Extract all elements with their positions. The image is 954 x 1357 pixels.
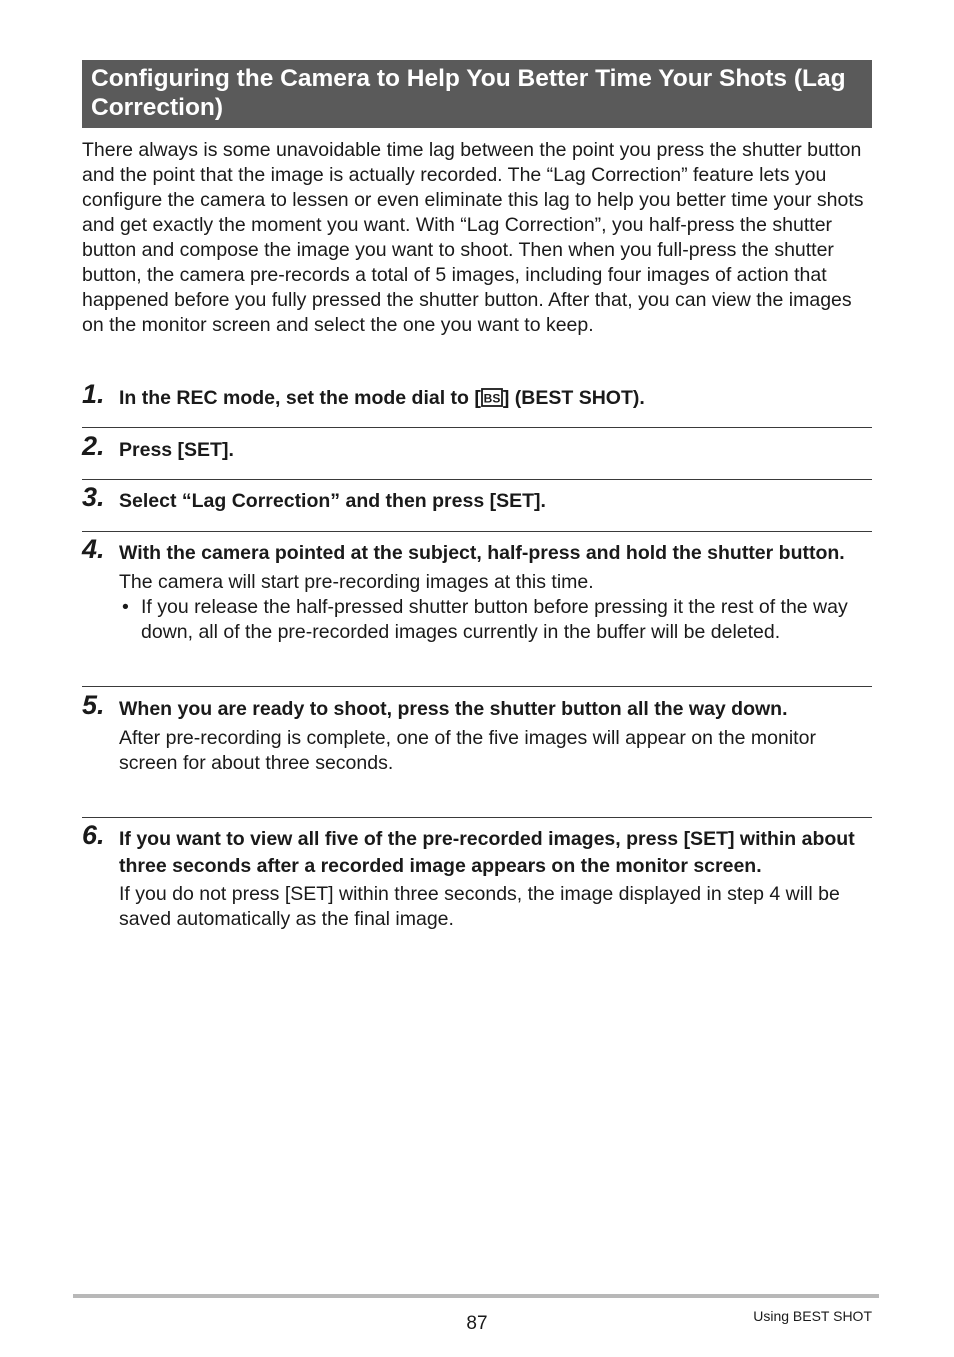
page-number: 87	[466, 1313, 488, 1334]
step-number: 6.	[82, 820, 105, 850]
step-heading: Press [SET].	[119, 439, 234, 461]
best-shot-icon-text: BS	[483, 391, 501, 406]
step-number: 5.	[82, 690, 105, 720]
section-title-bar	[82, 60, 872, 128]
step-divider	[82, 427, 872, 428]
step-1	[82, 379, 872, 412]
step-heading-text: In the REC mode, set the mode dial to [	[119, 387, 481, 409]
step-heading-text: ] (BEST SHOT).	[502, 387, 645, 409]
step-divider	[82, 686, 872, 687]
step-3	[82, 482, 872, 515]
step-number: 2.	[82, 431, 105, 461]
step-divider	[82, 531, 872, 532]
step-note	[119, 595, 872, 645]
step-number: 4.	[82, 534, 105, 564]
step-number: 3.	[82, 482, 105, 512]
step-4	[82, 534, 872, 645]
footer-divider	[73, 1294, 879, 1298]
step-body: After pre-recording is complete, one of the five images will appear on the monitor screen for about three seconds.	[119, 726, 816, 774]
section-title: Configuring the Camera to Help You Better Time Your Shots (Lag Correction)	[91, 65, 846, 121]
step-note-text: If you release the half-pressed shutter button before pressing it the rest of the way down, all of the pre-recorded images currently in the buffer will be deleted.	[141, 595, 848, 643]
step-6	[82, 820, 872, 932]
step-heading	[119, 385, 872, 412]
step-5	[82, 690, 872, 776]
footer-section-name: Using BEST SHOT	[753, 1308, 872, 1324]
step-2	[82, 431, 872, 464]
step-heading: When you are ready to shoot, press the shutter button all the way down.	[119, 698, 788, 720]
step-divider	[82, 817, 872, 818]
step-body: The camera will start pre-recording images at this time.	[119, 570, 594, 593]
step-heading: Select “Lag Correction” and then press [SET].	[119, 490, 546, 512]
best-shot-icon	[481, 388, 503, 407]
step-divider	[82, 479, 872, 480]
intro-paragraph: There always is some unavoidable time lag between the point you press the shutter button and the point that the image is actually recorded. The “Lag Correction” feature lets you configure the camera to lessen or even eliminate this lag to help you better time your shots and get exactly the moment you want. With “Lag Correction”, you half-press the shutter button and compose the image you want to shoot. Then when you full-press the shutter button, the camera pre-records a total of 5 images, including four images of action that happened before you fully pressed the shutter button. After that, you can view the images on the monitor screen and select the one you want to keep.	[82, 139, 864, 336]
bullet-mark: •	[122, 595, 129, 618]
step-body: If you do not press [SET] within three seconds, the image displayed in step 4 will be saved automatically as the final image.	[119, 883, 840, 930]
step-heading: With the camera pointed at the subject, half-press and hold the shutter button.	[119, 542, 845, 564]
step-heading: If you want to view all five of the pre-recorded images, press [SET] within about three seconds after a recorded image appears on the monitor screen.	[119, 828, 855, 877]
step-number: 1.	[82, 379, 105, 409]
